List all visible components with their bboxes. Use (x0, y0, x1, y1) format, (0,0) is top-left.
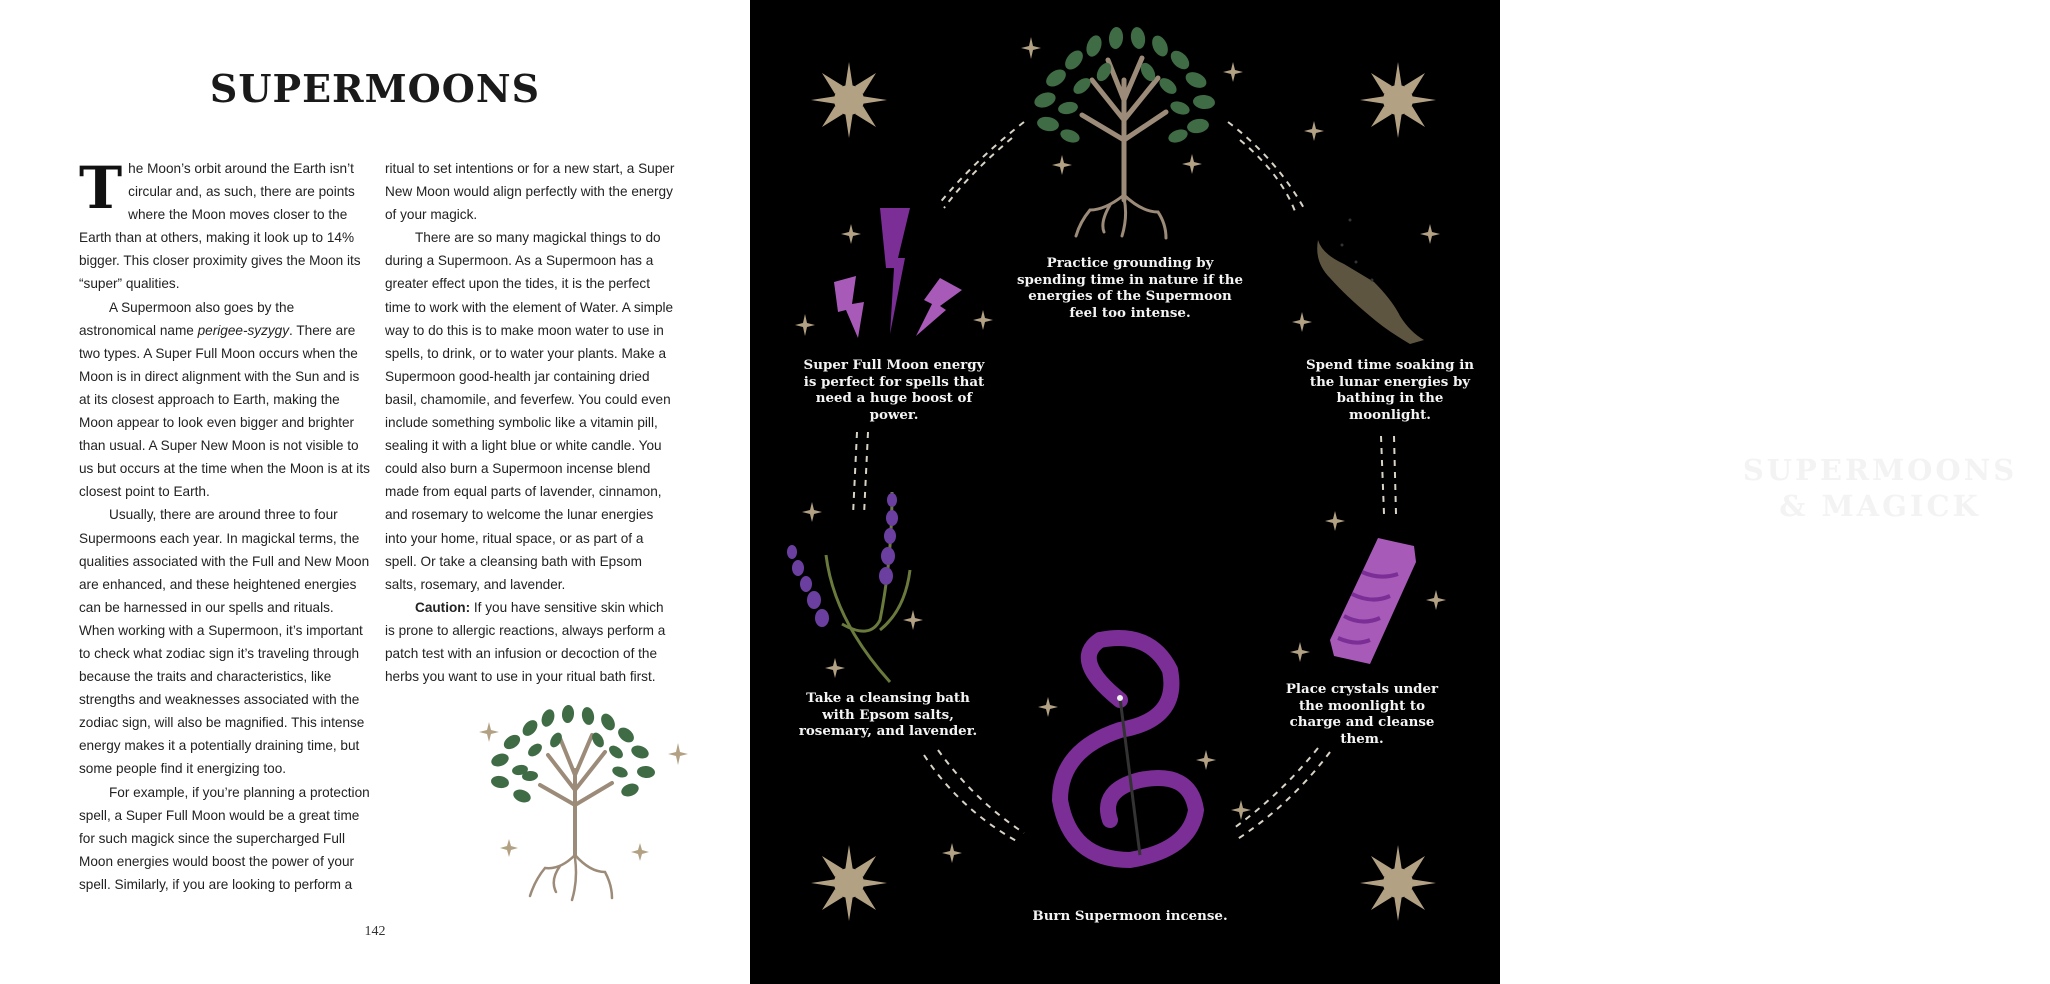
right-page-title (1710, 452, 2050, 524)
paragraph-new-moon: ritual to set intentions or for a new start, a Super New Moon would align perfectly with the energy of your magick. (385, 161, 675, 223)
lightning-bolt-icon (834, 208, 962, 338)
right-page (750, 0, 2018, 984)
intro-text: he Moon’s orbit around the Earth isn’t circular and, as such, there are points where the Moon moves closer to the Earth than at others, making it look up to 14% bigger. This closer proximity gives the Moon its “super” qualities. (79, 161, 361, 292)
crystal-icon (1330, 538, 1416, 664)
sparkle-icon (903, 610, 923, 630)
sparkle-icon (668, 743, 688, 765)
sparkle-icon (1182, 154, 1202, 174)
sparkle-icon (1223, 62, 1243, 82)
tree-icon (489, 705, 655, 900)
right-title-line-1: SUPERMOONS (1742, 453, 2018, 487)
sparkle-icon (1021, 37, 1041, 59)
sparkle-icon (802, 502, 822, 522)
starburst-icon (1360, 62, 1436, 138)
lavender-sprig-icon (787, 492, 910, 682)
caution-label: Caution: (415, 599, 471, 615)
left-page (0, 0, 750, 984)
tree-icon (1032, 26, 1215, 238)
paragraph-magickal-things: There are so many magickal things to do during a Supermoon. As a Supermoon has a greater effect upon the tides, it is the perfect time to work with the element of Water. A simple way to do this is to make moon water to use in spells, to drink, or to water your plants. Make a Supermoon good-health jar containing dried basil, chamomile, and feverfew. You could even include something symbolic like a vitamin pill, sealing it with a light blue or white candle. You could also burn a Supermoon incense blend made from equal parts of lavender, cinnamon, and rosemary to welcome the lunar energies into your home, ritual space, or as part of a spell. Or take a cleansing bath with Epsom salts, rosemary, and lavender. (385, 230, 674, 592)
sparkle-icon (631, 843, 649, 861)
starburst-icon (811, 845, 887, 921)
right-page-illustrations (750, 0, 1500, 984)
perigee-text-end: . There are two types. A Super Full Moon occurs when the Moon is in direct alignment with the Sun and is at its closest approach to Earth, making the Moon appear to look even bigger and brighter than usual. A Super New Moon is not visible to us but occurs at the time when the Moon is at its closest point to Earth. (79, 322, 370, 500)
caption-full-moon: Super Full Moon energy is perfect for spells that need a huge boost of power. (803, 357, 985, 423)
sparkle-icon (1420, 224, 1440, 244)
sparkle-icon (1304, 121, 1324, 141)
sparkle-icon (500, 839, 518, 857)
caption-bath: Take a cleansing bath with Epsom salts, rosemary, and lavender. (798, 690, 978, 740)
right-title-line-2: & MAGICK (1779, 489, 1981, 523)
tree-illustration-small (0, 0, 750, 984)
paragraph-example: For example, if you’re planning a protection spell, a Super Full Moon would be a great time for such magick since the supercharged Full Moon energies would boost the power of your spell. Similarly, if you are looking to perform a (79, 784, 370, 892)
caption-grounding: Practice grounding by spending time in nature if the energies of the Supermoon feel too intense. (1017, 255, 1243, 321)
sparkle-icon (841, 224, 861, 244)
caption-incense: Burn Supermoon incense. (1032, 908, 1228, 924)
caption-moonlight: Spend time soaking in the lunar energies by bathing in the moonlight. (1305, 357, 1475, 423)
crescent-moon-hand-icon (1317, 190, 1424, 344)
sparkle-icon (1426, 590, 1446, 610)
sparkle-icon (973, 310, 993, 330)
sparkle-icon (1292, 312, 1312, 332)
sparkle-icon (942, 843, 962, 863)
caution-text: If you have sensitive skin which is prone to allergic reactions, always perform a patch test with an infusion or decoction of the herbs you want to use in your ritual bath first. (385, 599, 666, 685)
paragraph-frequency: Usually, there are around three to four Supermoons each year. In magickal terms, the qualities associated with the Full and New Moon are enhanced, and these heightened energies can be harnessed in our spells and rituals. When working with a Supermoon, it’s important to check what zodiac sign it’s traveling through because the traits and characteristics, like strengths and weaknesses associated with the zodiac sign, will also be magnified. This intense energy makes it a potentially draining time, but some people find it energizing too. (79, 507, 370, 777)
drop-cap: T (79, 154, 123, 222)
sparkle-icon (1052, 155, 1072, 175)
incense-smoke-icon (1060, 638, 1196, 860)
sparkle-icon (479, 722, 499, 742)
sparkle-icon (1038, 697, 1058, 717)
sparkle-icon (1196, 750, 1216, 770)
page-number: 142 (364, 924, 386, 939)
sparkle-icon (1290, 642, 1310, 662)
perigee-text-start: A Supermoon also goes by the astronomical name (79, 299, 295, 338)
sparkle-icon (795, 314, 815, 336)
caption-crystals: Place crystals under the moonlight to charge and cleanse them. (1285, 681, 1439, 747)
page-title: SUPERMOONS (209, 66, 541, 111)
perigee-term: perigee-syzygy (197, 322, 290, 338)
sparkle-icon (1325, 511, 1345, 531)
sparkle-icon (825, 658, 845, 678)
starburst-icon (1360, 845, 1436, 921)
starburst-icon (811, 62, 887, 138)
